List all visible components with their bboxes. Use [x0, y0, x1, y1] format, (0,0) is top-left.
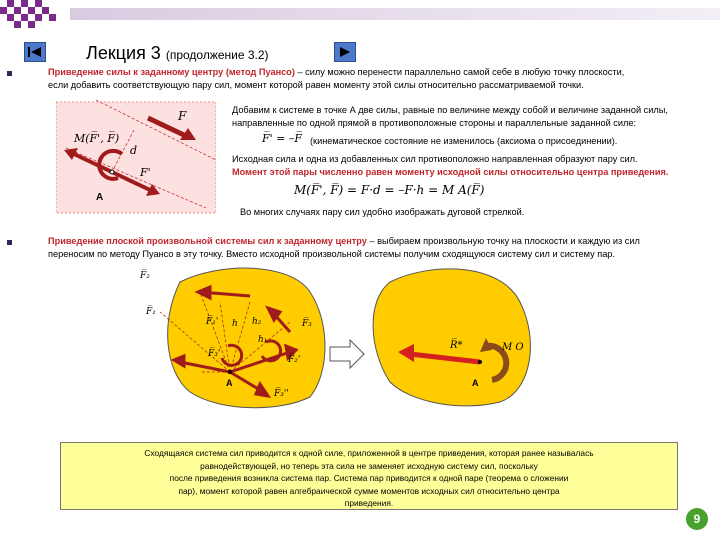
section1-heading: Приведение силы к заданному центру (метод Пуансо)	[48, 67, 295, 77]
bullet-2	[7, 240, 12, 245]
section2-heading: Приведение плоской произвольной системы сил к заданному центру	[48, 236, 367, 246]
section1-text2: если добавить соответствующую пару сил, момент которой равен моменту этой силы относительно рассматриваемой точки.	[48, 79, 584, 90]
section2-text2: переносим по методу Пуансо в эту точку. Вместо исходной произвольной системы получим сходящуюся систему сил и систему пар.	[48, 248, 615, 259]
nav-first-icon	[27, 46, 43, 58]
fig2-label-5: h₁	[258, 335, 268, 345]
page-number-badge: 9	[686, 508, 708, 530]
formula-row-2	[232, 178, 712, 206]
fig2-label-7: F̅₂'	[288, 355, 301, 365]
fig1-label-A: A	[96, 192, 104, 203]
summary-line5: приведения.	[344, 498, 394, 508]
bullet-1	[7, 71, 12, 76]
section2-paragraph	[48, 235, 708, 260]
section1-text: – силу можно перенести параллельно самой себе в любую точку плоскости,	[294, 67, 625, 77]
nav-next-button[interactable]	[334, 42, 356, 62]
explanation-line5: Момент этой пары численно равен моменту исходной силы относительно центра приведения.	[232, 166, 669, 177]
page-subtitle: (продолжение 3.2)	[165, 48, 269, 62]
formula-1: F̅' = –F̅	[262, 132, 302, 145]
page-title: Лекция 3 (продолжение 3.2)	[86, 43, 269, 63]
summary-line2: равнодействующей, но теперь эта сила не заменяет исходную систему сил, поскольку	[200, 460, 538, 471]
explanation-line2: направленные по одной прямой в противоположные стороны и параллельные заданной силе:	[232, 117, 637, 128]
summary-line3: после приведения возникла система пар. Система пар приводится к одной паре (теорема о сложении	[169, 473, 569, 483]
nav-first-button[interactable]	[24, 42, 46, 62]
fig2-label-9: F̅₃''	[274, 389, 289, 399]
fig2-label-2: F̅₃	[302, 319, 312, 329]
summary-box	[60, 442, 678, 510]
header-bar	[70, 8, 720, 20]
explanation-line4: Исходная сила и одна из добавленных сил противоположно направленная образуют пару сил.	[232, 154, 638, 164]
fig2-label-A2: A	[472, 378, 479, 388]
fig2-label-8: F̅₃'	[208, 349, 221, 359]
fig2-label-3: h	[232, 319, 238, 329]
nav-next-icon	[337, 46, 353, 58]
fig2-label-M: M O	[502, 342, 524, 353]
fig2-label-0: F̅₂	[140, 271, 150, 281]
summary-line1: Сходящаяся система сил приводится к одной силе, приложенной в центре приведения, которая ранее называлась	[144, 448, 594, 458]
poinsot-explanation	[232, 104, 712, 219]
section1-paragraph	[48, 66, 708, 91]
formula-row-1	[232, 129, 712, 153]
fig1-label-Fprime: F'	[140, 166, 151, 179]
poinsot-figure	[56, 100, 216, 215]
formula-2: M(F̅', F̅) = F·d = –F·h = M A(F̅)	[294, 183, 485, 197]
explanation-line3: (кинематическое состояние не изменилось (аксиома о присоединении).	[310, 136, 618, 146]
fig2-label-6: F̅₁'	[206, 317, 219, 327]
fig2-label-A: A	[226, 378, 233, 388]
fig1-label-F: F	[178, 109, 187, 123]
force-system-figure	[140, 262, 540, 412]
fig2-label-1: F̅₁	[146, 307, 156, 317]
fig2-label-4: h₂	[252, 317, 262, 327]
summary-line4: пар), момент которой равен алгебраической сумме моментов исходных сил относительно центра	[178, 485, 560, 496]
header-checker-decoration	[0, 0, 70, 28]
fig1-label-M: M(F̅', F̅)	[74, 132, 120, 145]
fig1-label-d: d	[130, 144, 138, 157]
fig2-label-R: R̅*	[450, 340, 463, 351]
explanation-line1: Добавим к системе в точке А две силы, равные по величине между собой и величине заданной силы,	[232, 105, 668, 115]
explanation-line6: Во многих случаях пару сил удобно изображать дуговой стрелкой.	[240, 207, 525, 217]
section2-text: – выбираем произвольную точку на плоскости и каждую из сил	[366, 236, 640, 246]
